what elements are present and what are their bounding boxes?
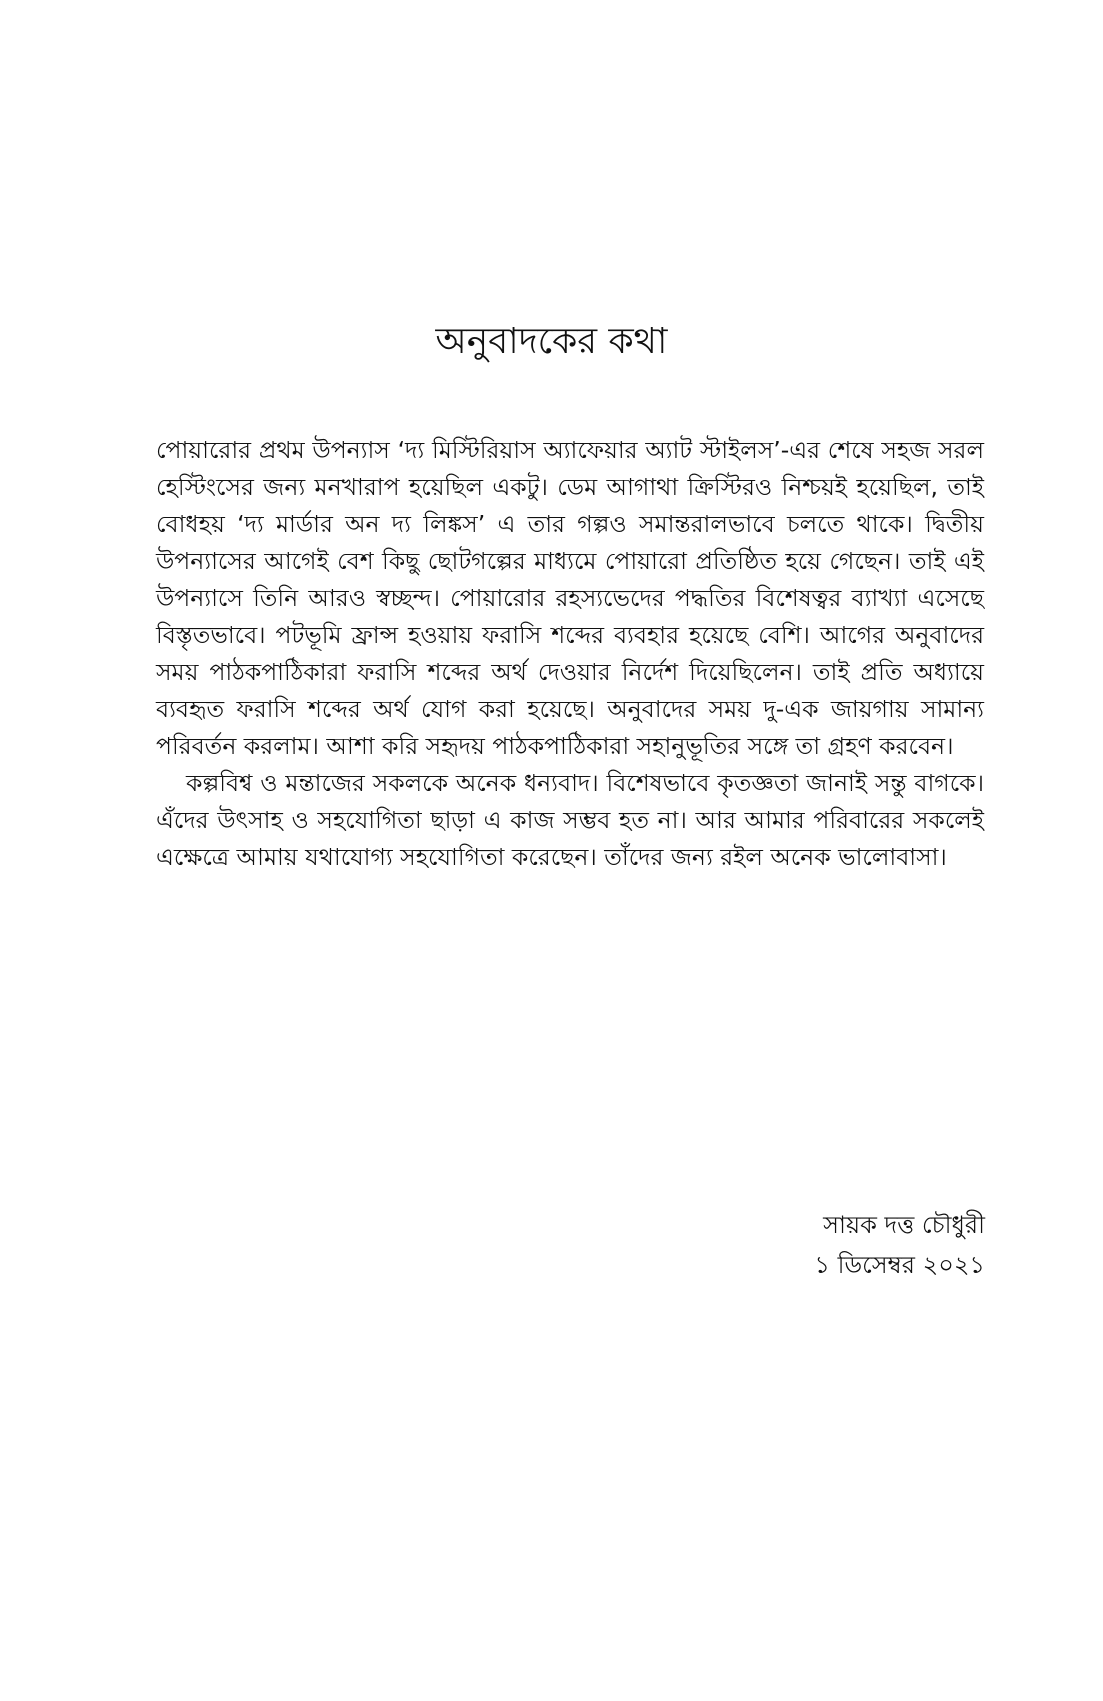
- signature-block: [814, 1205, 985, 1285]
- body-text: [156, 432, 984, 876]
- author-name: সায়ক দত্ত চৌধুরী: [823, 1211, 985, 1239]
- page-title: অনুবাদকের কথা: [435, 321, 668, 362]
- paragraph-2: কল্পবিশ্ব ও মন্তাজের সকলকে অনেক ধন্যবাদ। বিশেষভাবে কৃতজ্ঞতা জানাই সন্তু বাগকে। এঁদের উৎসাহ ও সহযোগিতা ছাড়া এ কাজ সম্ভব হত না। আর আমার পরিবারের সকলেই এক্ষেত্রে আমায় যথাযোগ্য সহযোগিতা করেছেন। তাঁদের জন্য রইল অনেক ভালোবাসা।: [156, 769, 984, 871]
- signature-date: ১ ডিসেম্বর ২০২১: [814, 1251, 985, 1279]
- paragraph-1: পোয়ারোর প্রথম উপন্যাস ‘দ্য মিস্টিরিয়াস অ্যাফেয়ার অ্যাট স্টাইলস’-এর শেষে সহজ সরল হেস্টিংসের জন্য মনখারাপ হয়েছিল একটু। ডেম আগাথা ক্রিস্টিরও নিশ্চয়ই হয়েছিল, তাই বোধহয় ‘দ্য মার্ডার অন দ্য লিঙ্কস’ এ তার গল্পও সমান্তরালভাবে চলতে থাকে। দ্বিতীয় উপন্যাসের আগেই বেশ কিছু ছোটগল্পের মাধ্যমে পোয়ারো প্রতিষ্ঠিত হয়ে গেছেন। তাই এই উপন্যাসে তিনি আরও স্বচ্ছন্দ। পোয়ারোর রহস্যভেদের পদ্ধতির বিশেষত্বর ব্যাখ্যা এসেছে বিস্তৃতভাবে। পটভূমি ফ্রান্স হওয়ায় ফরাসি শব্দের ব্যবহার হয়েছে বেশি। আগের অনুবাদের সময় পাঠকপাঠিকারা ফরাসি শব্দের অর্থ দেওয়ার নির্দেশ দিয়েছিলেন। তাই প্রতি অধ্যায়ে ব্যবহৃত ফরাসি শব্দের অর্থ যোগ করা হয়েছে। অনুবাদের সময় দু-এক জায়গায় সামান্য পরিবর্তন করলাম। আশা করি সহৃদয় পাঠকপাঠিকারা সহানুভূতির সঙ্গে তা গ্রহণ করবেন।: [156, 436, 984, 760]
